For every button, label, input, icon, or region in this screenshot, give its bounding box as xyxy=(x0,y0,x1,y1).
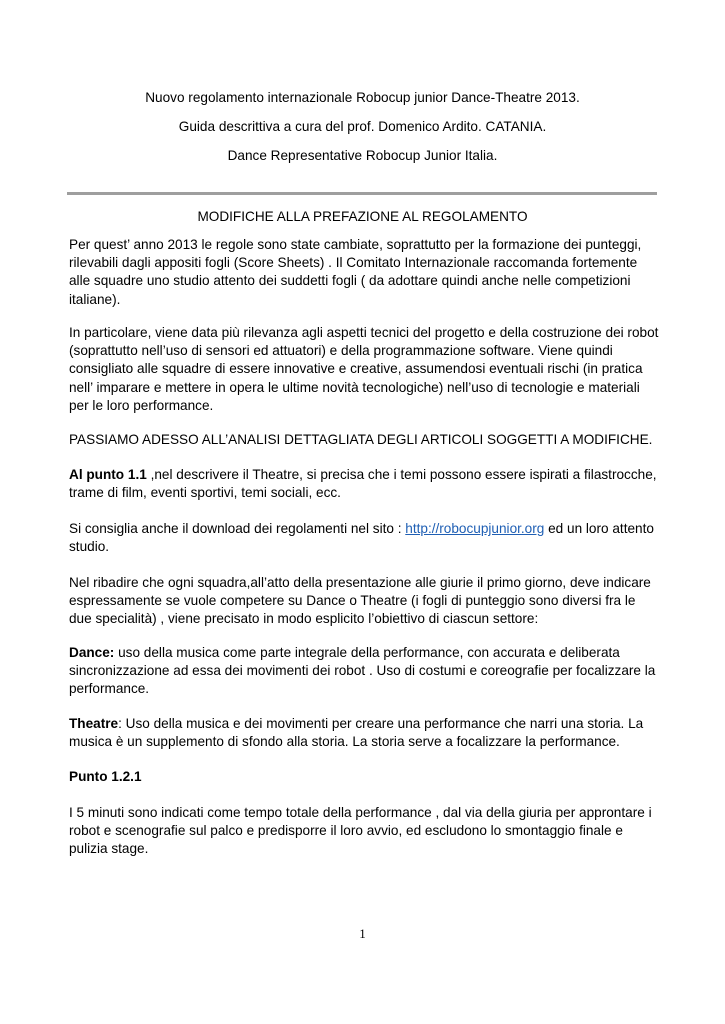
paragraph-theatre xyxy=(69,715,659,751)
paragraph-text: ,nel descrivere il Theatre, si precisa che i temi possono essere ispirati a filastrocche, trame di film, eventi sportivi, temi sociali, ecc. xyxy=(69,467,657,501)
paragraph-text: I 5 minuti sono indicati come tempo totale della performance , dal via della giuria per approntare i robot e scenografie sul palco e predisporre il loro avvio, ed escludono lo smontaggio finale e pulizia stage. xyxy=(69,805,652,857)
paragraph-detailed-analysis xyxy=(69,431,659,449)
page-number: 1 xyxy=(359,926,366,941)
paragraph-text: Nel ribadire che ogni squadra,all’atto della presentazione alle giurie il primo giorno, deve indicare espressamente se vuole competere su Dance o Theatre (i fogli di punteggio sono diversi fra le due specialità) , viene precisato in modo esplicito l’obiettivo di ciascun settore: xyxy=(69,575,651,627)
paragraph-download xyxy=(69,520,659,556)
paragraph-team-declaration xyxy=(69,574,659,629)
paragraph-punto-1-1 xyxy=(69,466,659,502)
paragraph-technical-aspects xyxy=(69,324,659,415)
paragraph-text: Si consiglia anche il download dei regolamenti nel sito : xyxy=(69,521,406,536)
paragraph-heading: Al punto 1.1 xyxy=(69,467,147,482)
paragraph-punto-1-2-1 xyxy=(69,768,659,786)
header-author-line: Guida descrittiva a cura del prof. Domenico Ardito. CATANIA. xyxy=(178,119,547,134)
horizontal-divider xyxy=(67,192,657,195)
robocupjunior-link[interactable]: http://robocupjunior.org xyxy=(405,521,545,536)
header-title-line: Nuovo regolamento internazionale Robocup junior Dance-Theatre 2013. xyxy=(145,90,580,105)
paragraph-heading: Punto 1.2.1 xyxy=(69,769,142,784)
paragraph-heading: Dance: xyxy=(69,645,115,660)
section-title: MODIFICHE ALLA PREFAZIONE AL REGOLAMENTO xyxy=(197,209,528,224)
paragraph-text: : Uso della musica e dei movimenti per creare una performance che narri una storia. La musica è un supplemento di sfondo alla storia. La storia serve a focalizzare la performance. xyxy=(69,716,644,750)
paragraph-text: Per quest’ anno 2013 le regole sono state cambiate, soprattutto per la formazione dei punteggi, rilevabili dagli appositi fogli (Score Sheets) . Il Comitato Internazionale raccomanda fortemente alle squadre uno studio attento dei suddetti fogli ( da adottare quindi anche nelle competizioni italiane). xyxy=(69,237,642,307)
paragraph-text: PASSIAMO ADESSO ALL’ANALISI DETTAGLIATA DEGLI ARTICOLI SOGGETTI A MODIFICHE. xyxy=(69,432,653,447)
paragraph-dance xyxy=(69,644,659,699)
paragraph-heading: Theatre xyxy=(69,716,119,731)
paragraph-five-minutes xyxy=(69,804,659,859)
paragraph-text: uso della musica come parte integrale della performance, con accurata e deliberata sincronizzazione ad essa dei movimenti dei robot . Uso di costumi e coreografie per focalizzare la performance. xyxy=(69,645,656,697)
paragraph-text: In particolare, viene data più rilevanza agli aspetti tecnici del progetto e della costruzione dei robot (soprattutto nell’uso di sensori ed attuatori) e della programmazione software. Viene quindi consigliato alle squadre di essere innovative e creative, assumendosi eventuali rischi (in pratica nell’ imparare e mettere in opera le ultime novità tecnologiche) nell’uso di tecnologie e materiali per le loro performance. xyxy=(69,325,659,413)
paragraph-text: ed un loro attento studio. xyxy=(69,521,654,555)
paragraph-rules-changed xyxy=(69,236,659,309)
header-role-line: Dance Representative Robocup Junior Italia. xyxy=(227,148,498,163)
